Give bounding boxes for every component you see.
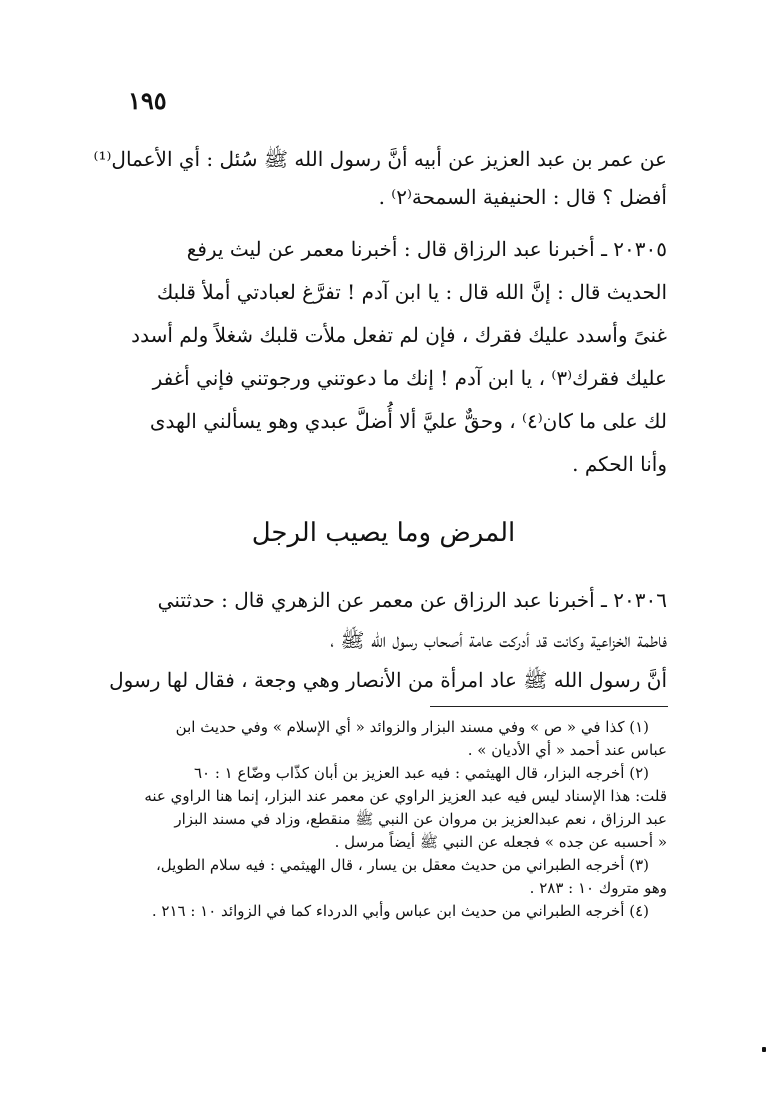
text-line: ٢٠٣٠٦ ـ أخبرنا عبد الرزاق عن معمر عن الزهري قال : حدثتني	[157, 588, 667, 612]
footnote-2-line: (٢) أخرجه البزار، قال الهيثمي : فيه عبد العزيز بن أبان كذّاب وضّاع ١ : ٦٠	[193, 764, 649, 782]
hadith-continuation	[93, 140, 667, 216]
footnote-3-line: وهو متروك ١٠ : ٢٨٣ .	[529, 879, 667, 897]
text-line: أنَّ رسول الله ﷺ عاد امرأة من الأنصار وهي وجعة ، فقال لها رسول	[109, 668, 667, 692]
footnote-2-line: عبد الرزاق ، نعم عبدالعزيز بن مروان عن النبي ﷺ منقطع، وزاد في مسند البزار	[174, 810, 667, 828]
hadith-20305	[107, 228, 667, 486]
footnote-1-line: عباس عند أحمد « أي الأديان » .	[467, 741, 667, 759]
hadith-20306	[107, 580, 667, 700]
section-heading: المرض وما يصيب الرجل	[251, 518, 516, 548]
text-line: فاطمة الخزاعية وكانت قد أدركت عامة أصحاب رسول الله ﷺ ،	[330, 628, 667, 652]
footnote-1-line: (١) كذا في « ص » وفي مسند البزار والزوائد « أي الإسلام » وفي حديث ابن	[175, 718, 649, 736]
text-line: وأنا الحكم .	[572, 452, 667, 476]
text-line: عن عمر بن عبد العزيز عن أبيه أنَّ رسول الله ﷺ سُئل : أي الأعمال⁽¹⁾	[93, 147, 667, 171]
footnote-divider	[430, 706, 668, 707]
text-line: الحديث قال : إنَّ الله قال : يا ابن آدم ! تفرَّغ لعبادتي أملأ قلبك	[156, 280, 667, 304]
footnote-2-line: قلت: هذا الإسناد ليس فيه عبد العزيز الراوي عن معمر عند البزار، إنما هنا الراوي عنه	[144, 787, 667, 805]
text-line: ٢٠٣٠٥ ـ أخبرنا عبد الرزاق قال : أخبرنا معمر عن ليث يرفع	[186, 237, 667, 261]
page-number: ١٩٥	[128, 86, 167, 115]
footnote-3-line: (٣) أخرجه الطبراني من حديث معقل بن يسار ، قال الهيثمي : فيه سلام الطويل،	[155, 856, 649, 874]
footnotes	[97, 716, 667, 923]
footnote-4-line: (٤) أخرجه الطبراني من حديث ابن عباس وأبي الدرداء كما في الزوائد ١٠ : ٢١٦ .	[151, 902, 649, 920]
text-line: عليك فقرك⁽٣⁾ ، يا ابن آدم ! إنك ما دعوتني ورجوتني فإني أغفر	[152, 366, 667, 390]
text-line: أفضل ؟ قال : الحنيفية السمحة⁽٢⁾ .	[378, 185, 667, 209]
text-line: لك على ما كان⁽٤⁾ ، وحقٌّ عليَّ ألا أُضلَّ عبدي وهو يسألني الهدى	[149, 409, 667, 433]
scan-mark	[762, 1047, 766, 1052]
footnote-2-line: « أحسبه عن جده » فجعله عن النبي ﷺ أيضاً مرسل .	[334, 833, 667, 851]
text-line: غنىً وأسدد عليك فقرك ، فإن لم تفعل ملأت قلبك شغلاً ولم أسدد	[131, 323, 667, 347]
